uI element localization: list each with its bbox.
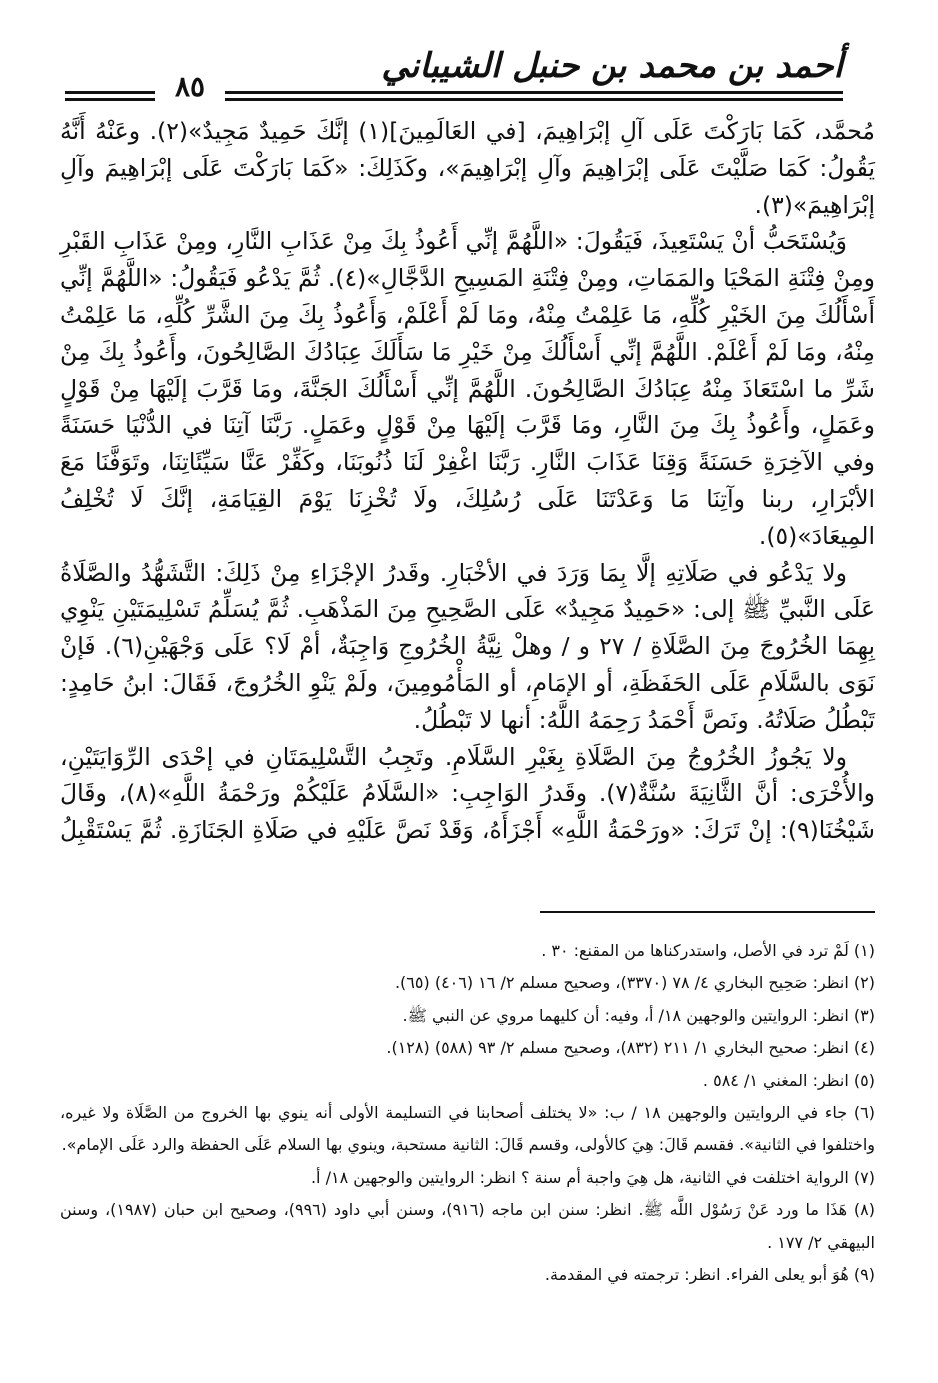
- footnote-7: (٧) الرواية اختلفت في الثانية، هل هِيَ واجبة أم سنة ؟ انظر: الروايتين والوجهين ١٨/ أ.: [310, 1167, 875, 1187]
- body-paragraph-1: مُحمَّد، كَمَا بَارَكْتَ عَلَى آلِ إبْرَاهِيمَ، [في العَالَمِينَ](١) إنَّكَ حَمِيدٌ مَجِيدٌ»(٢). وعَنْهُ أَنَّهُ يَقُولُ: كَمَا صَلَّيْتَ عَلَى إبْرَاهِيمَ وآلِ إبْرَاهِيمَ»، وكَذَلِكَ: «كَمَا بَارَكْتَ عَلَى إبْرَاهِيمَ وآلِ إبْرَاهِيمَ»(٣).: [60, 117, 875, 219]
- body-paragraph-2: وَيُسْتَحَبُّ أنْ يَسْتَعِيذَ، فَيَقُولَ: «اللَّهُمَّ إنِّي أَعُوذُ بِكَ مِنْ عَذَابِ النَّارِ، ومِنْ عَذَابِ القَبْرِ ومِنْ فِتْنَةِ المَحْيَا والمَمَاتِ، ومِنْ فِتْنَةِ المَسِيحِ الدَّجَّالِ»(٤). ثُمَّ يَدْعُو فَيَقُولُ: «اللَّهُمَّ إنِّي أَسْأَلُكَ مِنَ الخَيْرِ كُلِّهِ، مَا عَلِمْتُ مِنْهُ، ومَا لَمْ أَعْلَمْ، وَأَعُوذُ بِكَ مِنَ الشَّرِّ كُلِّهِ، مَا عَلِمْتُ مِنْهُ، ومَا لَمْ أَعْلَمْ. اللَّهُمَّ إنِّي أَسْأَلُكَ مِنْ خَيْرِ مَا سَأَلَكَ عِبَادُكَ الصَّالِحُونَ، وأَعُوذُ بِكَ مِنْ شَرِّ ما اسْتَعَاذَ مِنْهُ عِبَادُكَ الصَّالِحُونَ. اللَّهُمَّ إنِّي أَسْأَلُكَ الجَنَّةَ، ومَا قَرَّبَ إلَيْهَا مِنْ قَوْلٍ وعَمَلٍ، وأَعُوذُ بِكَ مِنَ النَّارِ، ومَا قَرَّبَ إلَيْهَا مِنْ قَوْلٍ وعَمَلٍ. رَبَّنَا آتِنَا في الدُّنْيَا حَسَنَةً وفي الآخِرَةِ حَسَنَةً وَقِنَا عَذَابَ النَّارِ. رَبَّنَا اغْفِرْ لَنَا ذُنُوبَنَا، وكَفِّرْ عَنَّا سَيِّئَاتِنَا، وتَوَفَّنَا مَعَ الأبْرَارِ، ربنا وآتِنَا مَا وَعَدْتَنَا عَلَى رُسُلِكَ، ولَا تُخْزِنَا يَوْمَ القِيَامَةِ، إنَّكَ لَا تُخْلِفُ المِيعَادَ»(٥).: [60, 227, 876, 550]
- footnote-1: (١) لَمْ ترد في الأصل، واستدركناها من المقنع: ٣٠ .: [541, 941, 875, 960]
- running-header-title: أحمد بن محمد بن حنبل الشيباني: [381, 46, 843, 86]
- body-paragraph-3: ولا يَدْعُو في صَلَاتِهِ إلَّا بِمَا وَرَدَ في الأخْبَارِ. وقَدرُ الإجْزَاءِ مِنْ ذَلِكَ: التَّشَهُّدُ والصَّلَاةُ عَلَى النَّبيِّ ﷺ إلى: «حَمِيدٌ مَجِيدٌ» عَلَى الصَّحِيحِ مِنَ المَذْهَبِ. ثُمَّ يُسَلِّمُ تَسْلِيمَتَيْنِ يَنْوِي بِهِمَا الخُرُوجَ مِنَ الصَّلَاةِ / ٢٧ و / وهلْ نِيَّةُ الخُرُوجِ وَاجِبَةٌ، أمْ لَا؟ عَلَى وَجْهَيْنِ(٦). فَإنْ نَوَى بالسَّلَامِ عَلَى الحَفَظَةِ، أو الإمَامِ، أو المَأْمُومِينَ، ولَمْ يَنْوِ الخُرُوجَ، فَقَالَ: ابنُ حَامِدٍ: تَبْطُلُ صَلَاتُهُ. ونَصَّ أَحْمَدُ رَحِمَهُ اللَّهُ: أنها لا تَبْطُلُ.: [60, 558, 875, 734]
- body-paragraph-4: ولا يَجُوزُ الخُرُوجُ مِنَ الصَّلَاةِ بِغَيْرِ السَّلَامِ. وتَجِبُ التَّسْلِيمَتَانِ في إحْدَى الرِّوَايَتَيْنِ، والأُخْرَى: أنَّ الثَّانِيَةَ سُنَّةٌ(٧). وقَدرُ الوَاجِبِ: «السَّلَامُ عَلَيْكُمْ ورَحْمَةُ اللَّهِ»(٨)، وقَالَ شَيْخُنَا(٩): إنْ تَرَكَ: «ورَحْمَةُ اللَّهِ» أَجْزَأَهُ، وَقَدْ نَصَّ عَلَيْهِ في صَلَاةِ الجَنَازَةِ. ثُمَّ يَسْتَقْبِلُ: [60, 742, 875, 845]
- footnote-2: (٢) انظر: صَحِيح البخاري ٤/ ٧٨ (٣٣٧٠)، وصحيح مسلم ٢/ ١٦ (٤٠٦) (٦٥).: [394, 973, 875, 993]
- footnotes: [60, 935, 875, 1291]
- footnote-6: (٦) جاء في الروايتين والوجهين ١٨ / ب: «لا يختلف أصحابنا في التسليمة الأولى أنه ينوي بها الخروج من الصَّلَاة ولا غيره، واختلفوا في الثانية». فقسم قَالَ: هِيَ كالأولى، وقسم قَالَ: الثانية مستحبة، وينوي بها السلام عَلَى الحفظة والرد عَلَى الإمام».: [60, 1103, 876, 1155]
- footnote-5: (٥) انظر: المغني ١/ ٥٨٤ .: [702, 1070, 875, 1090]
- body-text: [60, 113, 875, 849]
- footnote-8: (٨) هَذَا ما ورد عَنْ رَسُوْل اللَّه ﷺ. انظر: سنن ابن ماجه (٩١٦)، وسنن أبي داود (٩٩٦)، وصحيح ابن حبان (١٩٨٧)، وسنن البيهقي ٢/ ١٧٧ .: [60, 1200, 876, 1252]
- footnote-4: (٤) انظر: صحيح البخاري ١/ ٢١١ (٨٣٢)، وصحيح مسلم ٢/ ٩٣ (٥٨٨) (١٢٨).: [386, 1038, 875, 1058]
- footnote-3: (٣) انظر: الروايتين والوجهين ١٨/ أ، وفيه: أن كليهما مروي عن النبي ﷺ.: [402, 1005, 875, 1025]
- footnote-separator: [540, 911, 875, 913]
- header-rule-right: [225, 91, 843, 101]
- page-number: ٨٥: [174, 70, 206, 103]
- footnote-9: (٩) هُوَ أبو يعلى الفراء. انظر: ترجمته في المقدمة.: [544, 1265, 875, 1285]
- header-rule-left: [65, 91, 155, 101]
